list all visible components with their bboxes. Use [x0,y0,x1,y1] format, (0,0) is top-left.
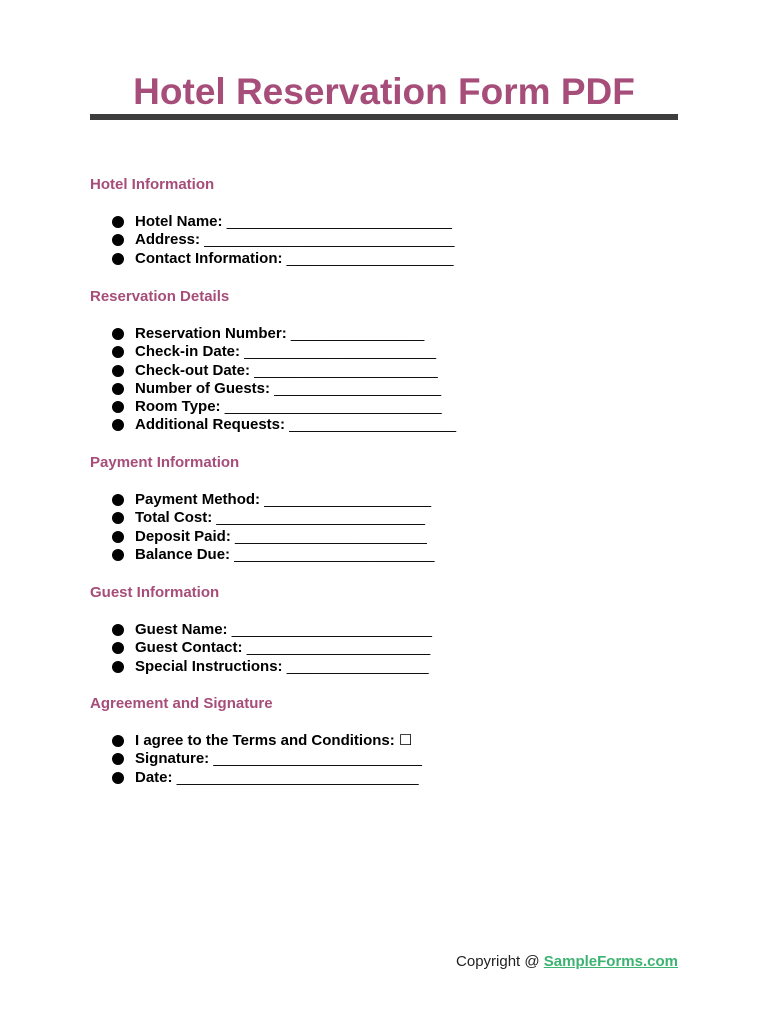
bullet-icon [112,253,124,265]
section-heading-guest-information: Guest Information [90,584,220,601]
bullet-icon [112,512,124,524]
page-title: Hotel Reservation Form PDF [133,71,635,112]
field-blank-check-out-date[interactable]: ______________________ [254,361,438,379]
guest-information-list [0,621,432,676]
section-heading-agreement-and-signature: Agreement and Signature [90,695,273,712]
field-label: Total Cost: [135,509,213,527]
field-label: Signature: [135,750,210,768]
field-blank-total-cost[interactable]: _________________________ [216,509,425,527]
bullet-icon [112,383,124,395]
list-item [0,491,434,509]
section-heading-hotel-information: Hotel Information [90,176,215,193]
list-item [0,546,434,564]
field-blank-hotel-name[interactable]: ___________________________ [226,213,452,230]
list-item [0,528,434,546]
bullet-icon [112,216,124,228]
sampleforms-link[interactable]: SampleForms.com [543,953,678,970]
list-item [0,325,456,343]
list-item [0,621,432,639]
bullet-icon [112,642,124,654]
field-label: Room Type: [135,398,221,416]
field-label: Contact Information: [135,249,283,267]
field-blank-special-instructions[interactable]: _________________ [286,657,429,675]
field-blank-deposit-paid[interactable]: _______________________ [235,527,427,545]
bullet-icon [112,346,124,358]
bullet-icon [112,753,124,765]
field-blank-date[interactable]: _____________________________ [176,768,419,786]
list-item [0,732,422,750]
list-item [0,398,456,416]
field-label: Additional Requests: [135,416,286,434]
bullet-icon [112,234,124,246]
field-label: Number of Guests: [135,379,271,397]
field-label: Date: [135,768,173,786]
bullet-icon [112,624,124,636]
payment-information-list [0,491,434,564]
field-blank-contact-information[interactable]: ____________________ [286,249,454,267]
list-item [0,250,454,268]
copyright-text: Copyright @ [456,953,544,970]
field-blank-reservation-number[interactable]: ________________ [290,325,425,342]
list-item [0,509,434,527]
bullet-icon [112,549,124,561]
terms-checkbox[interactable]: ☐ [398,732,413,749]
reservation-details-list [0,325,456,435]
field-label: Guest Contact: [135,639,243,657]
field-blank-number-of-guests[interactable]: ____________________ [274,379,442,397]
list-item [0,769,422,787]
field-label: Check-in Date: [135,343,241,361]
field-label: Address: [135,231,201,249]
field-blank-check-in-date[interactable]: _______________________ [244,343,437,361]
list-item [0,380,456,398]
bullet-icon [112,772,124,784]
bullet-icon [112,735,124,747]
field-blank-guest-contact[interactable]: ______________________ [246,639,431,657]
bullet-icon [112,365,124,377]
field-label: Special Instructions: [135,657,283,675]
field-label: Balance Due: [135,545,231,563]
bullet-icon [112,494,124,506]
field-blank-address[interactable]: ______________________________ [204,231,455,249]
bullet-icon [112,328,124,340]
list-item [0,750,422,768]
field-blank-room-type[interactable]: __________________________ [224,398,442,416]
list-item [0,231,454,249]
bullet-icon [112,531,124,543]
bullet-icon [112,661,124,673]
field-blank-guest-name[interactable]: ________________________ [231,621,432,638]
field-label: Hotel Name: [135,213,223,230]
section-heading-payment-information: Payment Information [90,454,240,471]
field-label: Deposit Paid: [135,527,231,545]
field-blank-payment-method[interactable]: ____________________ [264,491,432,508]
field-blank-signature[interactable]: _________________________ [213,750,422,768]
list-item [0,639,432,657]
title-divider [90,114,678,120]
list-item [0,213,454,231]
copyright-footer [456,952,678,972]
section-heading-reservation-details: Reservation Details [90,288,230,305]
list-item [0,343,456,361]
list-item [0,658,432,676]
hotel-information-list [0,213,454,268]
bullet-icon [112,419,124,431]
field-label: Guest Name: [135,621,228,638]
field-label: Check-out Date: [135,361,251,379]
field-label: Reservation Number: [135,325,287,342]
field-label: Payment Method: [135,491,261,508]
list-item [0,362,456,380]
field-blank-balance-due[interactable]: ________________________ [234,545,435,563]
bullet-icon [112,401,124,413]
agreement-and-signature-list [0,732,422,787]
field-blank-additional-requests[interactable]: ____________________ [289,416,457,434]
field-label: I agree to the Terms and Conditions: [135,732,395,749]
list-item [0,416,456,434]
